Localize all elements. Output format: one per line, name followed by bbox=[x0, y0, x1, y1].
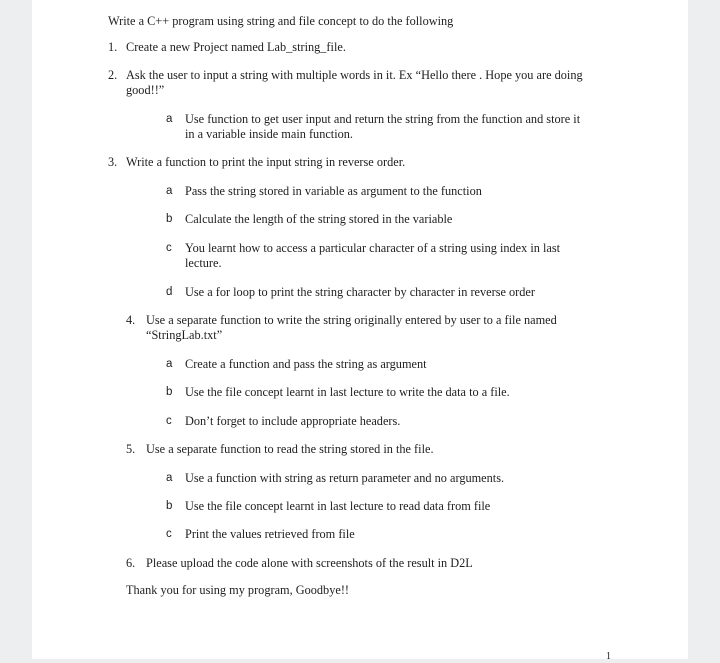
sub-item-letter: b bbox=[166, 386, 173, 398]
item-text: Create a new Project named Lab_string_file. bbox=[126, 40, 346, 54]
sub-item-text: Use a for loop to print the string character by character in reverse order bbox=[185, 285, 535, 299]
sub-item-letter: d bbox=[166, 286, 173, 298]
sub-item-letter: a bbox=[166, 358, 173, 370]
sub-item-text: lecture. bbox=[185, 256, 222, 270]
sub-item-letter: b bbox=[166, 500, 173, 512]
item-text: Please upload the code alone with screenshots of the result in D2L bbox=[146, 556, 473, 570]
page-number: 1 bbox=[606, 651, 611, 662]
sub-item-letter: c bbox=[166, 242, 172, 254]
sub-item-text: Don’t forget to include appropriate headers. bbox=[185, 414, 401, 428]
sub-item-text: You learnt how to access a particular character of a string using index in last bbox=[185, 241, 561, 255]
sub-item-text: Calculate the length of the string stored in the variable bbox=[185, 212, 453, 226]
item-number: 6. bbox=[126, 556, 136, 570]
sub-item-text: Use a function with string as return parameter and no arguments. bbox=[185, 471, 505, 485]
closing-text: Thank you for using my program, Goodbye!! bbox=[126, 583, 350, 597]
item-number: 3. bbox=[108, 155, 118, 169]
item-text: Write a function to print the input string in reverse order. bbox=[126, 155, 406, 169]
item-text: Use a separate function to read the string stored in the file. bbox=[146, 442, 434, 456]
sub-item-letter: b bbox=[166, 213, 173, 225]
item-number: 1. bbox=[108, 40, 118, 54]
sub-item-text: Use function to get user input and return the string from the function and store it bbox=[185, 112, 581, 126]
item-number: 2. bbox=[108, 68, 118, 82]
item-number: 5. bbox=[126, 442, 136, 456]
sub-item-letter: a bbox=[166, 113, 173, 125]
item-text: “StringLab.txt” bbox=[146, 328, 223, 342]
sub-item-letter: a bbox=[166, 185, 173, 197]
sub-item-text: in a variable inside main function. bbox=[185, 127, 354, 141]
document-title: Write a C++ program using string and file concept to do the following bbox=[108, 14, 454, 28]
sub-item-text: Use the file concept learnt in last lecture to write the data to a file. bbox=[185, 385, 510, 399]
sub-item-text: Print the values retrieved from file bbox=[185, 527, 355, 541]
document-page bbox=[32, 0, 688, 662]
item-text: good!!” bbox=[126, 83, 165, 97]
sub-item-text: Create a function and pass the string as argument bbox=[185, 357, 427, 371]
item-text: Use a separate function to write the string originally entered by user to a file named bbox=[146, 313, 557, 327]
sub-item-text: Pass the string stored in variable as argument to the function bbox=[185, 184, 482, 198]
item-number: 4. bbox=[126, 313, 136, 327]
sub-item-letter: a bbox=[166, 472, 173, 484]
sub-item-text: Use the file concept learnt in last lecture to read data from file bbox=[185, 499, 491, 513]
sub-item-letter: c bbox=[166, 415, 172, 427]
sub-item-letter: c bbox=[166, 528, 172, 540]
item-text: Ask the user to input a string with multiple words in it. Ex “Hello there . Hope you are doing bbox=[126, 68, 583, 82]
